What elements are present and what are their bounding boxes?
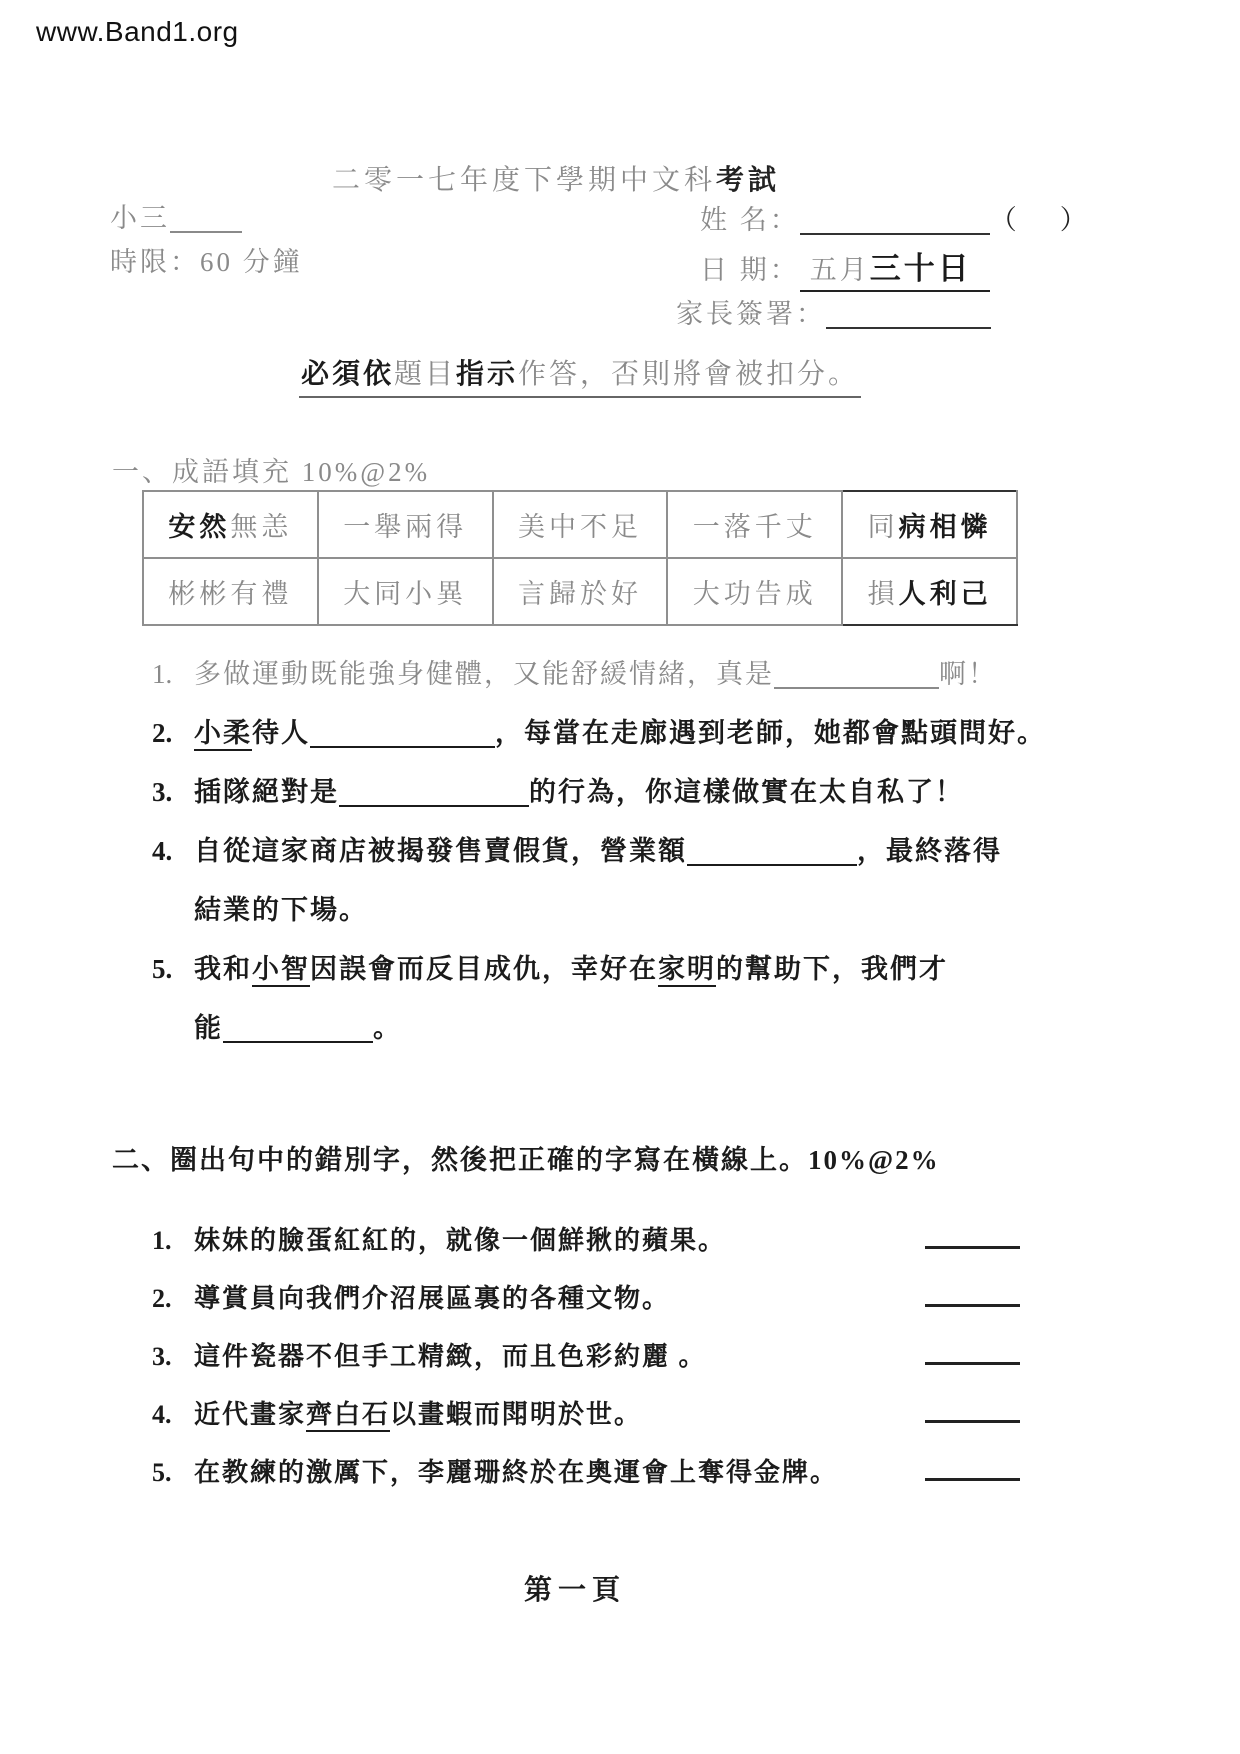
exam-notice xyxy=(0,352,1160,398)
text-segment: 彬彬有禮 xyxy=(168,579,293,609)
class-label: 小三 xyxy=(110,203,170,233)
date-value-handwritten: 三十日 xyxy=(869,251,972,286)
text-segment: 以畫蝦而閗明於世。 xyxy=(390,1400,643,1429)
answer-blank-line xyxy=(925,1452,1020,1481)
text-segment: 的幫助下，我們才 xyxy=(716,954,948,984)
name-field xyxy=(700,198,1095,237)
answer-blank-line xyxy=(925,1394,1020,1423)
question-number: 5. xyxy=(152,954,173,984)
underlined-name: 齊白石 xyxy=(306,1400,390,1432)
question-number: 3. xyxy=(152,777,173,807)
name-blank-line xyxy=(800,205,990,235)
question-row xyxy=(152,1444,1020,1502)
answer-blank-line xyxy=(925,1336,1020,1365)
exam-notice-text xyxy=(299,352,861,398)
date-field xyxy=(700,243,990,292)
text-segment: 這件瓷器不但手工精緻，而且色彩約麗 。 xyxy=(194,1342,707,1371)
section-1-questions xyxy=(152,645,1046,1058)
question-row xyxy=(152,1328,1020,1386)
section-2-questions xyxy=(152,1212,1020,1502)
question-text xyxy=(194,1444,838,1502)
text-segment: 在教練的激厲下，李麗珊終於在奧運會上奪得金牌。 xyxy=(194,1458,839,1487)
text-segment: 安然 xyxy=(168,512,231,542)
notice-segment: 作答，否則將會被扣分。 xyxy=(518,359,860,390)
question-line xyxy=(152,704,1046,763)
class-blank-line xyxy=(170,203,242,233)
text-segment: 人利己 xyxy=(898,579,992,609)
answer-blank-line xyxy=(925,1278,1020,1307)
question-number: 1. xyxy=(152,1226,172,1255)
question-number: 2. xyxy=(152,1284,172,1313)
question-line xyxy=(152,881,1032,940)
text-segment: ，每當在走廊遇到老師，她都會點頭問好。 xyxy=(495,718,1046,748)
text-segment: 無恙 xyxy=(230,512,293,542)
question-number: 1. xyxy=(152,659,173,689)
text-segment: 能 xyxy=(194,1013,223,1043)
idiom-cell xyxy=(318,491,493,558)
question-number: 4. xyxy=(152,1400,172,1429)
question-line xyxy=(152,999,1032,1058)
parent-signature-blank-line xyxy=(826,299,991,329)
parent-signature-label: 家長簽署： xyxy=(676,299,826,329)
idiom-cell xyxy=(667,558,842,625)
question-text xyxy=(194,1328,707,1386)
question-number: 4. xyxy=(152,836,173,866)
fill-in-blank-line xyxy=(774,659,939,689)
parent-signature-field xyxy=(676,292,991,331)
notice-segment: 指示 xyxy=(456,359,519,390)
text-segment: 插隊絕對是 xyxy=(194,777,339,807)
text-segment: 。 xyxy=(373,1013,402,1043)
idiom-cell xyxy=(493,491,668,558)
class-field xyxy=(110,196,242,235)
question-text xyxy=(194,1212,726,1270)
text-segment: 因誤會而反目成仇，幸好在 xyxy=(310,954,658,984)
fill-in-blank-line xyxy=(339,777,529,807)
question-line xyxy=(152,645,1032,704)
text-segment: 的行為，你這樣做實在太自私了！ xyxy=(529,777,964,807)
text-segment: 美中不足 xyxy=(517,512,642,542)
page-title xyxy=(0,158,1112,198)
date-value xyxy=(800,243,990,292)
question-number: 2. xyxy=(152,718,173,748)
question-text xyxy=(194,1270,670,1328)
section-2-heading: 二、圈出句中的錯別字，然後把正確的字寫在橫線上。10%@2% xyxy=(112,1145,940,1175)
answer-blank-line xyxy=(925,1220,1020,1249)
idiom-cell xyxy=(143,558,318,625)
question-line xyxy=(152,763,1032,822)
idiom-cell xyxy=(493,558,668,625)
watermark: www.Band1.org xyxy=(36,16,239,47)
question-row xyxy=(152,1270,1020,1328)
question-text xyxy=(194,1386,642,1444)
text-segment: ，最終落得 xyxy=(857,836,1002,866)
question-number: 3. xyxy=(152,1342,172,1371)
idiom-bank-table xyxy=(142,490,1018,626)
title-written-part: 考試 xyxy=(716,165,781,196)
underlined-name: 小柔 xyxy=(194,718,252,751)
text-segment: 我和 xyxy=(194,954,252,984)
notice-segment: 題目 xyxy=(393,359,456,390)
text-segment: 大同小異 xyxy=(343,579,468,609)
idiom-cell xyxy=(842,491,1017,558)
text-segment: 同 xyxy=(867,512,899,542)
idiom-cell xyxy=(667,491,842,558)
text-segment: 近代畫家 xyxy=(194,1400,307,1429)
idiom-table-row xyxy=(143,491,1017,558)
text-segment: 一舉兩得 xyxy=(343,512,468,542)
text-segment: 大功告成 xyxy=(692,579,817,609)
idiom-cell xyxy=(143,491,318,558)
fill-in-blank-line xyxy=(223,1013,373,1043)
date-value-printed: 五月 xyxy=(809,255,870,285)
question-row xyxy=(152,1386,1020,1444)
date-label: 日 期： xyxy=(700,255,800,285)
time-limit: 時限：60 分鐘 xyxy=(110,247,303,277)
underlined-name: 小智 xyxy=(252,954,310,987)
text-segment: 多做運動既能強身健體，又能舒緩情緒，真是 xyxy=(194,659,774,689)
idiom-cell xyxy=(842,558,1017,625)
page-number: 第一頁 xyxy=(523,1575,626,1606)
fill-in-blank-line xyxy=(310,718,495,748)
text-segment: 損 xyxy=(867,579,899,609)
idiom-table-row xyxy=(143,558,1017,625)
text-segment: 待人 xyxy=(252,718,310,748)
text-segment: 一落千丈 xyxy=(692,512,817,542)
text-segment: 導賞員向我們介沼展區裏的各種文物。 xyxy=(194,1284,671,1313)
text-segment: 病相憐 xyxy=(898,512,992,542)
question-line xyxy=(152,940,1032,999)
idiom-cell xyxy=(318,558,493,625)
name-label: 姓 名： xyxy=(700,205,800,235)
question-number: 5. xyxy=(152,1458,172,1487)
notice-segment: 必須依 xyxy=(300,359,394,390)
text-segment: 言歸於好 xyxy=(517,579,642,609)
question-line xyxy=(152,822,1032,881)
fill-in-blank-line xyxy=(687,836,857,866)
title-printed-part: 二零一七年度下學期中文科 xyxy=(331,165,716,196)
text-segment: 妹妹的臉蛋紅紅的，就像一個鮮揪的蘋果。 xyxy=(194,1226,727,1255)
name-brackets: （ ） xyxy=(989,205,1095,235)
text-segment: 自從這家商店被揭發售賣假貨，營業額 xyxy=(194,836,687,866)
question-row xyxy=(152,1212,1020,1270)
text-segment: 結業的下場。 xyxy=(194,895,368,925)
section-1-heading: 一、成語填充 10%@2% xyxy=(112,457,431,487)
text-segment: 啊！ xyxy=(939,659,997,689)
underlined-name: 家明 xyxy=(658,954,716,987)
